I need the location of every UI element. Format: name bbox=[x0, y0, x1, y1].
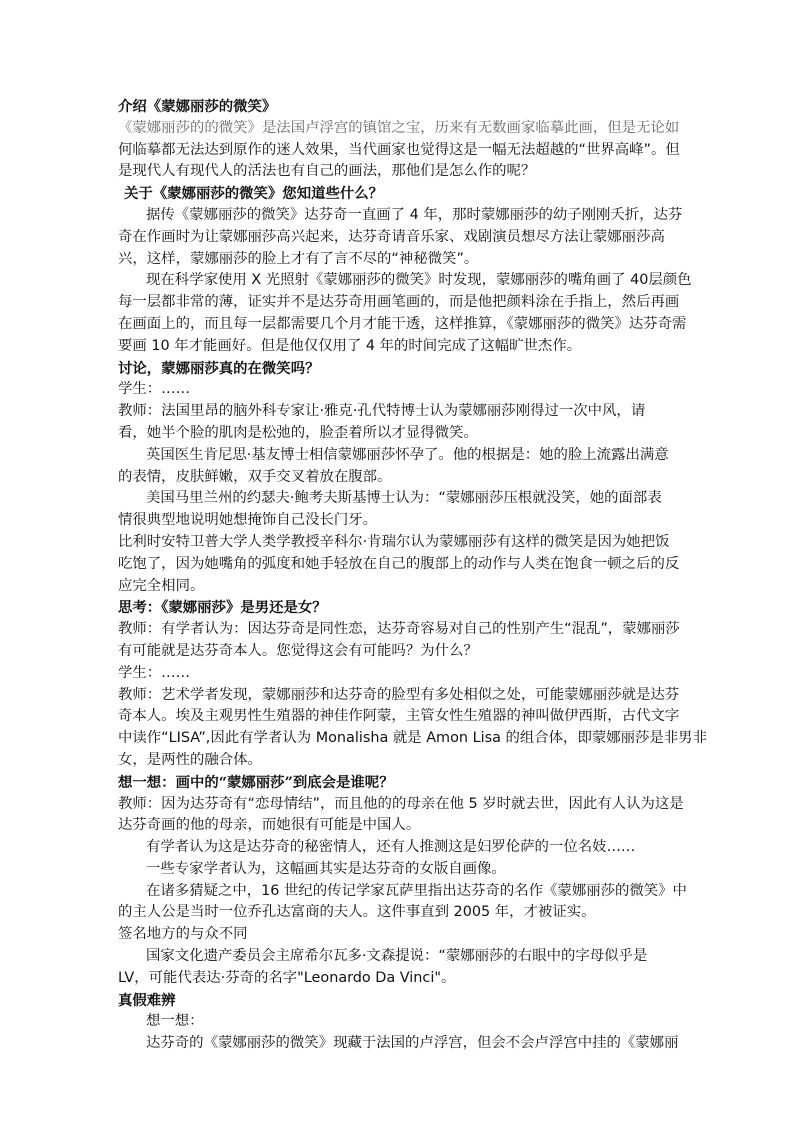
text-line: 英国医生肯尼思·基友博士相信蒙娜丽莎怀孕了。他的根据是：她的脸上流露出满意 bbox=[146, 446, 669, 463]
text-line: 应完全相同。 bbox=[118, 577, 205, 594]
text-line: 达芬奇画的他的母亲，而她很有可能是中国人。 bbox=[118, 817, 421, 834]
text-line: 比利时安特卫普大学人类学教授辛科尔·肯瑞尔认为蒙娜丽莎有这样的微笑是因为她把饭 bbox=[118, 533, 670, 550]
text-line: 《蒙娜丽莎的的微笑》是法国卢浮宫的镇馆之宝，历来有无数画家临摹此画，但是无论如 bbox=[118, 119, 680, 136]
text-line: 有学者认为这是达芬奇的秘密情人，还有人推测这是妇罗伦萨的一位名妓…… bbox=[146, 839, 636, 856]
section-heading: 关于《蒙娜丽莎的微笑》您知道些什么？ bbox=[124, 185, 384, 203]
text-line: 奇在作画时为让蒙娜丽莎高兴起来，达芬奇请音乐家、戏剧演员想尽方法让蒙娜丽莎高 bbox=[118, 228, 665, 245]
text-line: 教师：法国里昂的脑外科专家让·雅克·孔代特博士认为蒙娜丽莎刚得过一次中风，请 bbox=[118, 403, 646, 420]
text-line: 吃饱了，因为她嘴角的弧度和她手轻放在自己的腹部上的动作与人类在饱食一顿之后的反 bbox=[118, 555, 680, 572]
text-line: 的表情，皮肤鲜嫩，双手交叉着放在腹部。 bbox=[118, 468, 392, 485]
text-line: 要画 10 年才能画好。但是他仅仅用了 4 年的时间完成了这幅旷世杰作。 bbox=[118, 337, 582, 354]
text-line: 在画面上的，而且每一层都需要几个月才能干透，这样推算，《蒙娜丽莎的微笑》达芬奇需 bbox=[118, 315, 687, 332]
text-line: 学生：…… bbox=[118, 664, 190, 681]
text-line: 在诸多猜疑之中，16 世纪的传记学家瓦萨里指出达芬奇的名作《蒙娜丽莎的微笑》中 bbox=[146, 882, 687, 899]
text-line: 有可能就是达芬奇本人。您觉得这会有可能吗？为什么？ bbox=[118, 642, 478, 659]
section-heading: 真假难辨 bbox=[118, 991, 176, 1009]
text-line: 国家文化遗产委员会主席希尔瓦多·文森提说：“蒙娜丽莎的右眼中的字母似乎是 bbox=[146, 948, 648, 965]
section-heading: 思考：《蒙娜丽莎》是男还是女？ bbox=[118, 599, 327, 617]
text-line: 达芬奇的《蒙娜丽莎的微笑》现藏于法国的卢浮宫，但会不会卢浮宫中挂的《蒙娜丽 bbox=[146, 1035, 679, 1052]
text-line: 教师：艺术学者发现，蒙娜丽莎和达芬奇的脸型有多处相似之处，可能蒙娜丽莎就是达芬 bbox=[118, 686, 680, 703]
text-line: 想一想： bbox=[146, 1013, 204, 1030]
text-line: 奇本人。埃及主观男性生殖器的神佳作阿蒙，主管女性生殖器的神叫做伊西斯，古代文字 bbox=[118, 708, 680, 725]
text-line: 中读作“LISA”,因此有学者认为 Monalisha 就是 Amon Lisa 的组合体，即蒙娜丽莎是非男非 bbox=[118, 730, 707, 747]
text-line: 兴，这样，蒙娜丽莎的脸上才有了言不尽的“神秘微笑”。 bbox=[118, 250, 479, 267]
text-line: 情很典型地说明她想掩饰自己没长门牙。 bbox=[118, 512, 378, 529]
text-line: 是现代人有现代人的活法也有自己的画法，那他们是怎么作的呢？ bbox=[118, 163, 536, 180]
section-heading: 介绍《蒙娜丽莎的微笑》 bbox=[118, 98, 277, 115]
section-heading: 讨论，蒙娜丽莎真的在微笑吗？ bbox=[118, 359, 320, 377]
text-line: 据传《蒙娜丽莎的微笑》达芬奇一直画了 4 年，那时蒙娜丽莎的幼子刚刚夭折，达芬 bbox=[146, 206, 683, 223]
text-line: 美国马里兰州的约瑟夫·鲍考夫斯基博士认为：“蒙娜丽莎压根就没笑，她的面部表 bbox=[146, 490, 662, 507]
text-line: 现在科学家使用 X 光照射《蒙娜丽莎的微笑》时发现，蒙娜丽莎的嘴角画了 40层颜色 bbox=[146, 272, 692, 289]
text-line: 学生：…… bbox=[118, 381, 190, 398]
text-line: 看，她半个脸的肌肉是松弛的，脸歪着所以才显得微笑。 bbox=[118, 424, 478, 441]
document-body bbox=[118, 96, 707, 1055]
text-line: 女，是两性的融合体。 bbox=[118, 751, 262, 768]
section-heading: 想一想：画中的“蒙娜丽莎”到底会是谁呢？ bbox=[118, 773, 394, 791]
text-line: 一些专家学者认为，这幅画其实是达芬奇的女版自画像。 bbox=[146, 860, 506, 877]
text-line: 教师：有学者认为：因达芬奇是同性恋，达芬奇容易对自己的性别产生“混乱”，蒙娜丽莎 bbox=[118, 621, 680, 638]
text-line: LV，可能代表达·芬奇的名字"Leonardo Da Vinci"。 bbox=[118, 969, 456, 986]
text-line: 的主人公是当时一位乔孔达富商的夫人。这件事直到 2005 年，才被证实。 bbox=[118, 904, 596, 921]
text-line: 何临摹都无法达到原作的迷人效果，当代画家也觉得这是一幅无法超越的“世界高峰”。但 bbox=[118, 141, 680, 158]
text-line: 教师：因为达芬奇有“恋母情结”，而且他的的母亲在他 5 岁时就去世，因此有人认为这是 bbox=[118, 795, 684, 812]
text-line: 签名地方的与众不同 bbox=[118, 926, 248, 943]
text-line: 每一层都非常的薄，证实并不是达芬奇用画笔画的，而是他把颜料涂在手指上，然后再画 bbox=[118, 294, 680, 311]
